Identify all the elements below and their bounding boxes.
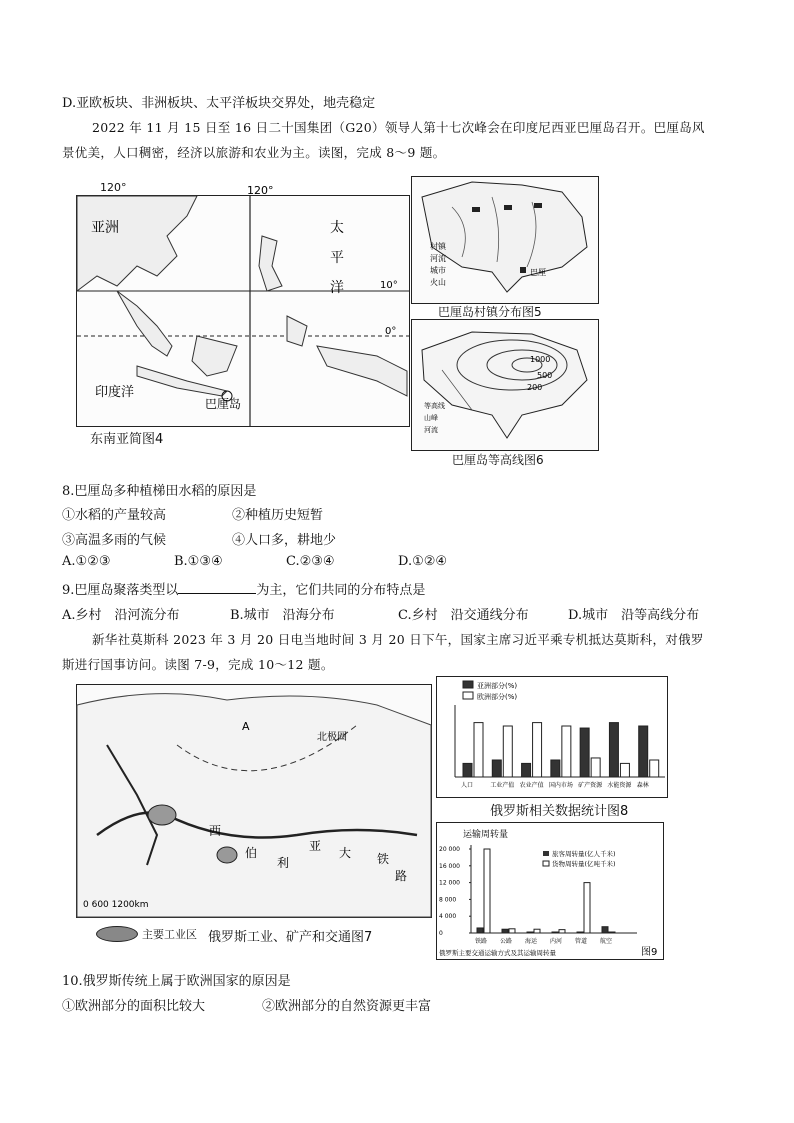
passage-1b: 景优美，人口稠密，经济以旅游和农业为主。读图，完成 8～9 题。 [62, 145, 446, 160]
rail-char-5: 大 [339, 846, 352, 860]
bar-europe-6 [650, 760, 659, 777]
bar-passenger-4 [577, 932, 583, 933]
southeast-asia-map [77, 184, 409, 426]
russia-map [77, 685, 431, 917]
bar-passenger-3 [552, 932, 558, 933]
legend-freight-swatch [543, 861, 549, 866]
chart8-category-3: 国内市场 [548, 782, 573, 789]
passage-2b: 斯进行国事访问。读图 7-9，完成 10～12 题。 [62, 657, 334, 672]
bar-asia-1 [492, 760, 501, 777]
chart9-caption: 俄罗斯主要交通运输方式及其运输周转量 [439, 949, 556, 957]
option-d-line: D.亚欧板块、非洲板块、太平洋板块交界处，地壳稳定 [62, 96, 376, 111]
chart9-figlabel: 图9 [641, 947, 658, 958]
bar-europe-3 [562, 726, 571, 777]
label-pacific-3: 洋 [330, 280, 344, 296]
bar-passenger-5 [602, 927, 608, 933]
chart9-category-0: 铁路 [475, 938, 488, 945]
fig4-top-lon: 120° [100, 181, 127, 194]
chart9-category-4: 管道 [575, 938, 588, 945]
chart9-tick-label-3: 12 000 [439, 879, 460, 887]
q10-statements [62, 995, 431, 1014]
bar-passenger-0 [477, 928, 483, 933]
chart8-category-5: 水能资源 [607, 782, 632, 789]
point-a: A [242, 720, 250, 733]
legend-contour: 等高线 [424, 402, 445, 410]
legend-europe: 欧洲部分(%) [477, 693, 518, 701]
rail-char-6: 铁 [377, 852, 390, 866]
bar-freight-5 [609, 932, 615, 933]
chart9-tick-label-0: 0 [439, 930, 443, 937]
figure-4-caption: 东南亚简图4 [90, 432, 164, 447]
figure-8-chart [436, 676, 668, 798]
bar-asia-2 [522, 763, 531, 777]
rail-char-2: 伯 [245, 846, 258, 860]
bar-asia-5 [609, 723, 618, 777]
figure-5-map [411, 176, 599, 304]
q9-options [62, 604, 699, 623]
bali-contour-map [412, 320, 598, 450]
q10-statement-2: ②欧洲部分的自然资源更丰富 [262, 999, 432, 1014]
contour-500: 500 [537, 371, 553, 380]
q9-stem-post: 为主，它们共同的分布特点是 [256, 583, 426, 598]
legend-peak: 山峰 [424, 414, 438, 422]
figure-9-chart [436, 822, 664, 960]
rail-char-3: 利 [277, 856, 290, 870]
rail-char-1: 西 [209, 824, 222, 838]
q8-statement-1: ①水稻的产量较高 [62, 508, 167, 523]
q8-option-a: A.①②③ [62, 554, 111, 569]
bar-asia-6 [639, 726, 648, 777]
q8-statements-2 [62, 529, 336, 548]
bar-freight-1 [509, 929, 515, 933]
chart9-category-2: 海运 [525, 938, 538, 945]
legend-asia-swatch [463, 681, 473, 688]
chart9-tick-label-4: 16 000 [439, 862, 460, 870]
bar-europe-5 [620, 763, 629, 777]
bar-europe-1 [503, 726, 512, 777]
question-10: 10.俄罗斯传统上属于欧洲国家的原因是 [62, 974, 291, 989]
chart8-category-4: 矿产资源 [578, 782, 603, 789]
q9-stem-pre: 9.巴厘岛聚落类型以 [62, 583, 179, 598]
legend-freight: 货物周转量(亿吨千米) [552, 860, 616, 868]
bar-asia-4 [580, 728, 589, 777]
q9-option-d: D.城市 沿等高线分布 [568, 608, 700, 623]
figure-7-caption: 俄罗斯工业、矿产和交通图7 [208, 930, 373, 945]
figure-5-caption: 巴厘岛村镇分布图5 [438, 305, 542, 319]
q8-option-b: B.①③④ [174, 554, 223, 569]
q9-answer-blank[interactable] [178, 581, 256, 594]
rail-char-7: 路 [395, 869, 408, 883]
chart8-category-1: 工业产值 [490, 782, 515, 789]
contour-1000: 1000 [530, 355, 551, 364]
legend-passenger: 旅客周转量(亿人千米) [552, 850, 616, 858]
q8-option-d: D.①②④ [398, 554, 448, 569]
chart9-title: 运输周转量 [463, 830, 509, 840]
latitude-10: 10° [380, 280, 398, 291]
figure-6-caption: 巴厘岛等高线图6 [452, 453, 544, 467]
q8-options [62, 554, 447, 569]
label-arctic-circle: 北极圈 [317, 732, 347, 743]
legend-asia: 亚洲部分(%) [477, 682, 518, 690]
q8-statement-2: ②种植历史短暂 [232, 508, 324, 523]
legend-industrial-zone: 主要工业区 [142, 928, 197, 941]
chart9-category-3: 内河 [550, 938, 563, 945]
chart8-category-0: 人口 [461, 782, 474, 789]
bar-passenger-1 [502, 929, 508, 933]
bar-asia-0 [463, 763, 472, 777]
bar-passenger-2 [527, 932, 533, 933]
q9-option-c: C.乡村 沿交通线分布 [398, 608, 529, 623]
label-indian-ocean: 印度洋 [95, 385, 135, 400]
figure-8-caption: 俄罗斯相关数据统计图8 [490, 804, 629, 819]
legend-volcano: 火山 [430, 278, 446, 287]
q9-option-b: B.城市 沿海分布 [230, 608, 335, 623]
chart9-category-5: 航空 [600, 938, 613, 945]
question-9 [62, 579, 425, 598]
bar-freight-0 [484, 849, 490, 933]
chart9-tick-label-1: 4 000 [439, 913, 457, 921]
transport-volume-chart [437, 823, 663, 959]
q8-statements-1 [62, 504, 323, 523]
latitude-0: 0° [385, 326, 397, 337]
bar-freight-3 [559, 930, 565, 933]
bar-europe-0 [474, 723, 483, 777]
russia-data-chart [437, 677, 667, 797]
industrial-zone-swatch [96, 926, 138, 942]
label-pacific-1: 太 [330, 220, 344, 236]
chart9-category-1: 公路 [500, 938, 513, 945]
label-asia: 亚洲 [91, 220, 119, 236]
figure-7-map [76, 684, 432, 918]
legend-passenger-swatch [543, 851, 549, 856]
chart9-tick-label-5: 20 000 [439, 846, 460, 853]
label-bali: 巴厘岛 [205, 397, 242, 411]
longitude-120: 120° [247, 184, 274, 197]
legend-europe-swatch [463, 692, 473, 699]
passage-2a: 新华社莫斯科 2023 年 3 月 20 日电当地时间 3 月 20 日下午，国家主席习近平乘专机抵达莫斯科，对俄罗 [92, 632, 704, 647]
legend-river: 河流 [424, 426, 438, 434]
label-city: 巴厘 [530, 268, 546, 277]
bar-europe-4 [591, 758, 600, 777]
chart8-category-6: 森林 [636, 782, 649, 789]
q8-option-c: C.②③④ [286, 554, 335, 569]
figure-6-map [411, 319, 599, 451]
q8-statement-4: ④人口多，耕地少 [232, 533, 337, 548]
legend-river: 河流 [430, 254, 446, 263]
bar-freight-2 [534, 929, 540, 933]
rail-char-4: 亚 [309, 839, 322, 853]
legend-city: 城市 [430, 266, 446, 275]
contour-200: 200 [527, 383, 543, 392]
map-scale: 0 600 1200km [83, 900, 149, 910]
label-pacific-2: 平 [330, 250, 344, 266]
figure-4-map [76, 184, 410, 427]
passage-1a: 2022 年 11 月 15 日至 16 日二十国集团（G20）领导人第十七次峰会在印度尼西亚巴厘岛召开。巴厘岛风 [92, 120, 705, 135]
q8-statement-3: ③高温多雨的气候 [62, 533, 167, 548]
chart9-tick-label-2: 8 000 [439, 896, 457, 904]
q9-option-a: A.乡村 沿河流分布 [62, 608, 180, 623]
question-8: 8.巴厘岛多种植梯田水稻的原因是 [62, 484, 257, 499]
chart8-category-2: 农业产值 [519, 782, 544, 789]
bar-europe-2 [533, 723, 542, 777]
bar-freight-4 [584, 883, 590, 933]
bar-asia-3 [551, 760, 560, 777]
q10-statement-1: ①欧洲部分的面积比较大 [62, 999, 206, 1014]
bali-village-map [412, 177, 598, 303]
legend-village: 村镇 [430, 242, 446, 251]
